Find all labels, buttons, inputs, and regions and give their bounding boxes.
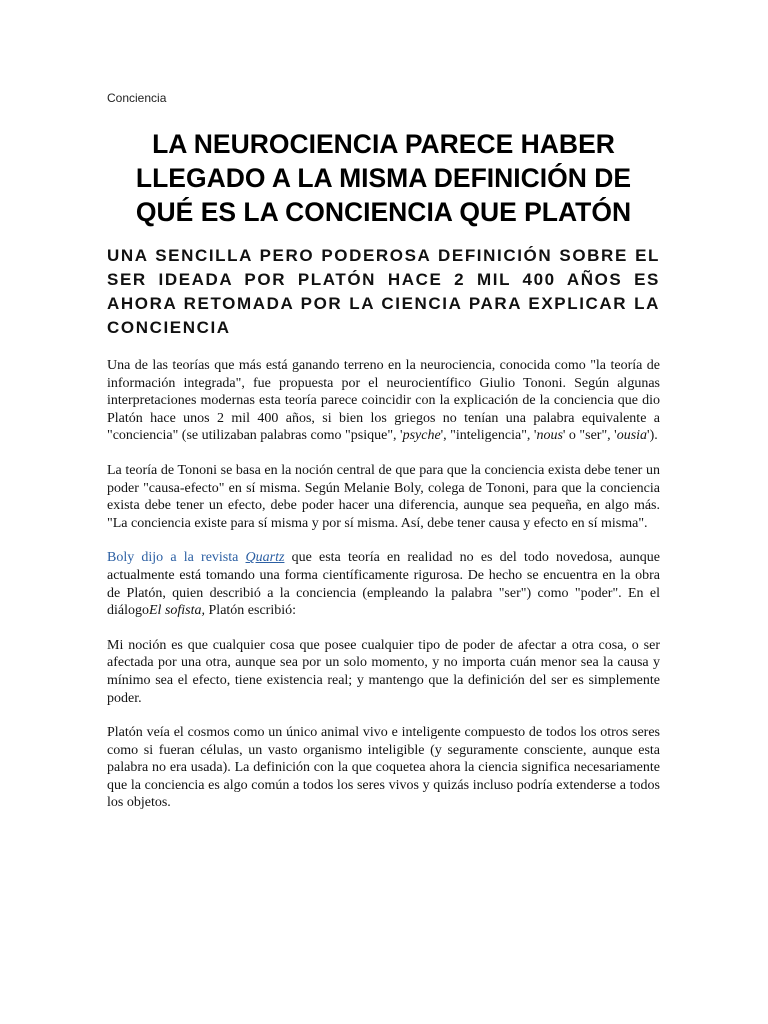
- article: [107, 90, 660, 829]
- paragraph-1-text-c: ' o "ser", ': [562, 428, 617, 444]
- quartz-link[interactable]: Quartz: [245, 550, 285, 566]
- paragraph-4-quote: Mi noción es que cualquier cosa que posee cualquier tipo de poder de afectar a otra cosa, o ser afectada por una otra, aunque sea por un solo momento, y no importa cuán menor sea la causa y mínimo sea el efecto, tiene existencia real; y mantengo que la definición del ser es simplemente poder.: [107, 637, 660, 706]
- term-psyche: psyche: [402, 428, 441, 444]
- paragraph-3-text-b: Platón escribió:: [205, 603, 297, 619]
- term-ousia: ousia: [616, 428, 648, 444]
- paragraph-3: [107, 549, 660, 619]
- article-subtitle: UNA SENCILLA PERO PODEROSA DEFINICIÓN SOBRE EL SER IDEADA POR PLATÓN HACE 2 MIL 400 AÑOS ES AHORA RETOMADA POR LA CIENCIA PARA EXPLICAR LA CONCIENCIA: [107, 246, 660, 337]
- paragraph-1-text-d: ').: [647, 428, 658, 444]
- paragraph-1-text-a: Una de las teorías que más está ganando terreno en la neurociencia, conocida como "la teoría de información integrada", fue propuesta por el neurocientífico Giulio Tononi. Según algunas interpretaciones modernas esta teoría parece coincidir con la explicación de la conciencia que dio Platón hace unos 2 mil 400 años, si bien los griegos no tenían una palabra equivalente a "conciencia" (se utilizaban palabras como "psique", ': [107, 358, 660, 444]
- paragraph-3-text-a: que esta teoría en realidad no es del todo novedosa, aunque actualmente está tomando una forma científicamente rigurosa. De hecho se encuentra en la obra de Platón, quien describió a la conciencia (empleando la palabra "ser") como "poder". En el diálogo: [107, 550, 660, 619]
- paragraph-5: Platón veía el cosmos como un único animal vivo e inteligente compuesto de todos los otros seres como si fueran células, un vasto organismo inteligible (y seguramente consciente, aunque esta palabra no era usada). La definición con la que coquetea ahora la ciencia significa necesariamente que la conciencia es algo común a todos los seres vivos y quizás incluso podría extenderse a todos los objetos.: [107, 725, 660, 811]
- paragraph-1: [107, 357, 660, 445]
- category-label: Conciencia: [107, 91, 167, 105]
- article-title: LA NEUROCIENCIA PARECE HABER LLEGADO A LA MISMA DEFINICIÓN DE QUÉ ES LA CONCIENCIA QUE PLATÓN: [135, 129, 632, 227]
- work-title-el-sofista: El sofista,: [149, 603, 206, 619]
- term-nous: nous: [536, 428, 563, 444]
- boly-link[interactable]: Boly dijo a la revista: [107, 550, 246, 566]
- paragraph-2: La teoría de Tononi se basa en la noción central de que para que la conciencia exista debe tener un poder "causa-efecto" en sí misma. Según Melanie Boly, colega de Tononi, para que la conciencia exista debe tener un efecto, debe poder hacer una diferencia, aunque sea pequeña, en algo más. "La conciencia existe para sí misma y por sí misma. Así, debe tener causa y efecto en sí misma".: [107, 462, 660, 531]
- paragraph-1-text-b: ', "inteligencia", ': [440, 428, 537, 444]
